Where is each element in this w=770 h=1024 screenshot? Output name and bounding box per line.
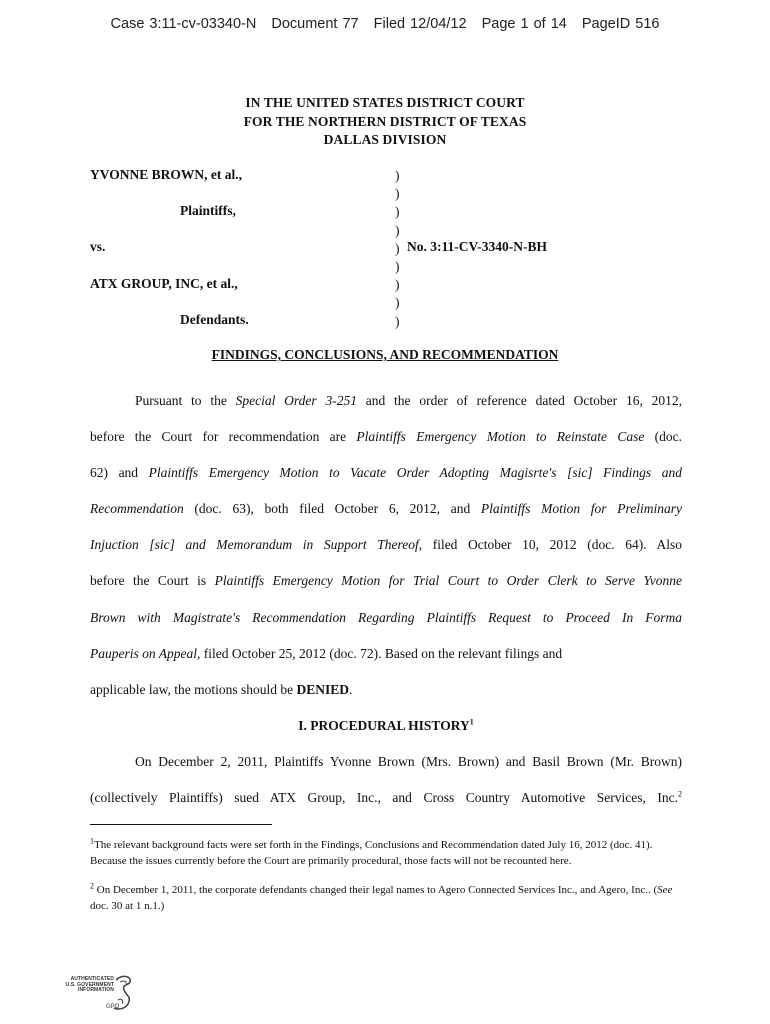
paragraph-2-line-2: [90, 780, 682, 816]
paren: ): [395, 222, 400, 238]
denied-emphasis: DENIED: [296, 681, 349, 697]
gpo-mark: GPO: [106, 1004, 120, 1010]
court-line-3: DALLAS DIVISION: [323, 132, 447, 147]
motion-title: Injuction [sic] and Memorandum in Support Thereof,: [90, 537, 423, 553]
text-run: .: [348, 681, 353, 697]
plaintiffs-role: Plaintiffs,: [180, 203, 236, 218]
paren: ): [395, 258, 400, 274]
paragraph-1-line-1: [90, 383, 682, 419]
paragraph-1-line-4: [90, 491, 682, 527]
text-run: before the Court for recommendation are: [90, 429, 357, 445]
gpo-seal-text: [44, 977, 114, 994]
text-run: applicable law, the motions should be: [90, 681, 297, 697]
paragraph-1-line-7: [90, 600, 682, 636]
text-run: On December 2, 2011, Plaintiffs Yvonne Brown (Mrs. Brown) and Basil Brown (Mr. Brown): [135, 753, 682, 769]
text-run: (collectively Plaintiffs) sued ATX Group, Inc., and Cross Country Automotive Services, Inc.: [90, 790, 678, 806]
paren: ): [395, 313, 400, 329]
header-pageid: PageID 516: [581, 16, 660, 32]
paragraph-1-line-9: [90, 672, 682, 708]
text-run: (doc.: [644, 429, 682, 445]
document-title: FINDINGS, CONCLUSIONS, AND RECOMMENDATION: [211, 347, 559, 362]
header-page: Page 1 of 14: [481, 16, 567, 32]
seal-line: INFORMATION: [77, 987, 114, 994]
footnote-ref-1: 1: [469, 717, 474, 727]
seal-line: U.S. GOVERNMENT: [65, 981, 114, 988]
paren: ): [395, 204, 400, 220]
paragraph-1-line-8: [90, 636, 682, 672]
text-run: Pursuant to the: [135, 393, 236, 408]
plaintiff-name: YVONNE BROWN, et al.,: [90, 167, 242, 182]
footnote-ref-2: 2: [678, 789, 682, 799]
case-caption: [90, 167, 690, 335]
paragraph-1-line-5: [90, 527, 682, 563]
footnote-text: doc. 30 at 1 n.1.): [90, 900, 165, 912]
text-run: 62) and: [90, 465, 149, 481]
eagle-icon: [112, 974, 134, 1012]
motion-title: Plaintiffs Emergency Motion for Trial Court to Order Clerk to Serve Yvonne: [214, 573, 682, 589]
paren: ): [395, 240, 400, 256]
special-order-ref: Special Order 3-251: [235, 393, 357, 408]
text-run: filed October 25, 2012 (doc. 72). Based on the relevant filings and: [200, 645, 563, 661]
footnote-1: [90, 837, 682, 869]
court-line-2: FOR THE NORTHERN DISTRICT OF TEXAS: [243, 113, 527, 129]
header-case: Case 3:11-cv-03340-N: [110, 16, 257, 32]
motion-title: Pauperis on Appeal,: [90, 645, 201, 661]
text-run: before the Court is: [90, 573, 215, 589]
header-document: Document 77: [271, 16, 359, 32]
paren: ): [395, 295, 400, 311]
text-run: and the order of reference dated October 16, 2012,: [356, 393, 683, 408]
footnote-mark: 1: [90, 836, 94, 846]
footnotes: [90, 837, 682, 927]
paren: ): [395, 186, 400, 202]
motion-title: Recommendation: [90, 501, 184, 517]
case-number: No. 3:11-CV-3340-N-BH: [407, 239, 547, 254]
footnote-2: [90, 882, 682, 914]
footnote-text: On December 1, 2011, the corporate defendants changed their legal names to Agero Connected Services Inc., and Agero, Inc.. (: [94, 884, 658, 896]
text-run: filed October 10, 2012 (doc. 64). Also: [422, 537, 682, 553]
paragraph-2-line-1: [90, 744, 682, 780]
paren: ): [395, 168, 400, 183]
paragraph-1-line-6: [90, 563, 682, 599]
seal-line: AUTHENTICATED: [70, 976, 114, 982]
document-body: [90, 383, 682, 816]
versus: vs.: [90, 239, 106, 254]
text-run: (doc. 63), both filed October 6, 2012, and: [183, 501, 481, 517]
section-heading: [90, 708, 682, 744]
footnote-divider: [90, 824, 272, 825]
defendant-name: ATX GROUP, INC, et al.,: [90, 276, 238, 291]
defendants-role: Defendants.: [180, 312, 249, 327]
gpo-authentication-seal: [44, 974, 134, 1014]
paragraph-1-line-2: [90, 419, 682, 455]
section-title: I. PROCEDURAL HISTORY: [298, 717, 470, 733]
footnote-text: The relevant background facts were set forth in the Findings, Conclusions and Recommendation dated July 16, 2012 (doc. 41). Because the issues currently before the Court are primarily procedural, those facts will not be recounted here.: [90, 839, 653, 867]
court-heading: [0, 94, 770, 150]
paragraph-1-line-3: [90, 455, 682, 491]
motion-title: Brown with Magistrate's Recommendation Regarding Plaintiffs Request to Proceed In Forma: [90, 609, 682, 625]
motion-title: Plaintiffs Motion for Preliminary: [480, 501, 682, 517]
page-header: [0, 16, 770, 32]
caption-parentheses: [395, 167, 400, 331]
header-filed: Filed 12/04/12: [373, 16, 467, 32]
paren: ): [395, 277, 400, 293]
see-signal: See: [657, 884, 673, 896]
motion-title: Plaintiffs Emergency Motion to Reinstate Case: [356, 429, 645, 445]
court-line-1: IN THE UNITED STATES DISTRICT COURT: [245, 95, 525, 110]
motion-title: Plaintiffs Emergency Motion to Vacate Order Adopting Magisrte's [sic] Findings and: [148, 465, 682, 481]
footnote-mark: 2: [90, 881, 94, 891]
